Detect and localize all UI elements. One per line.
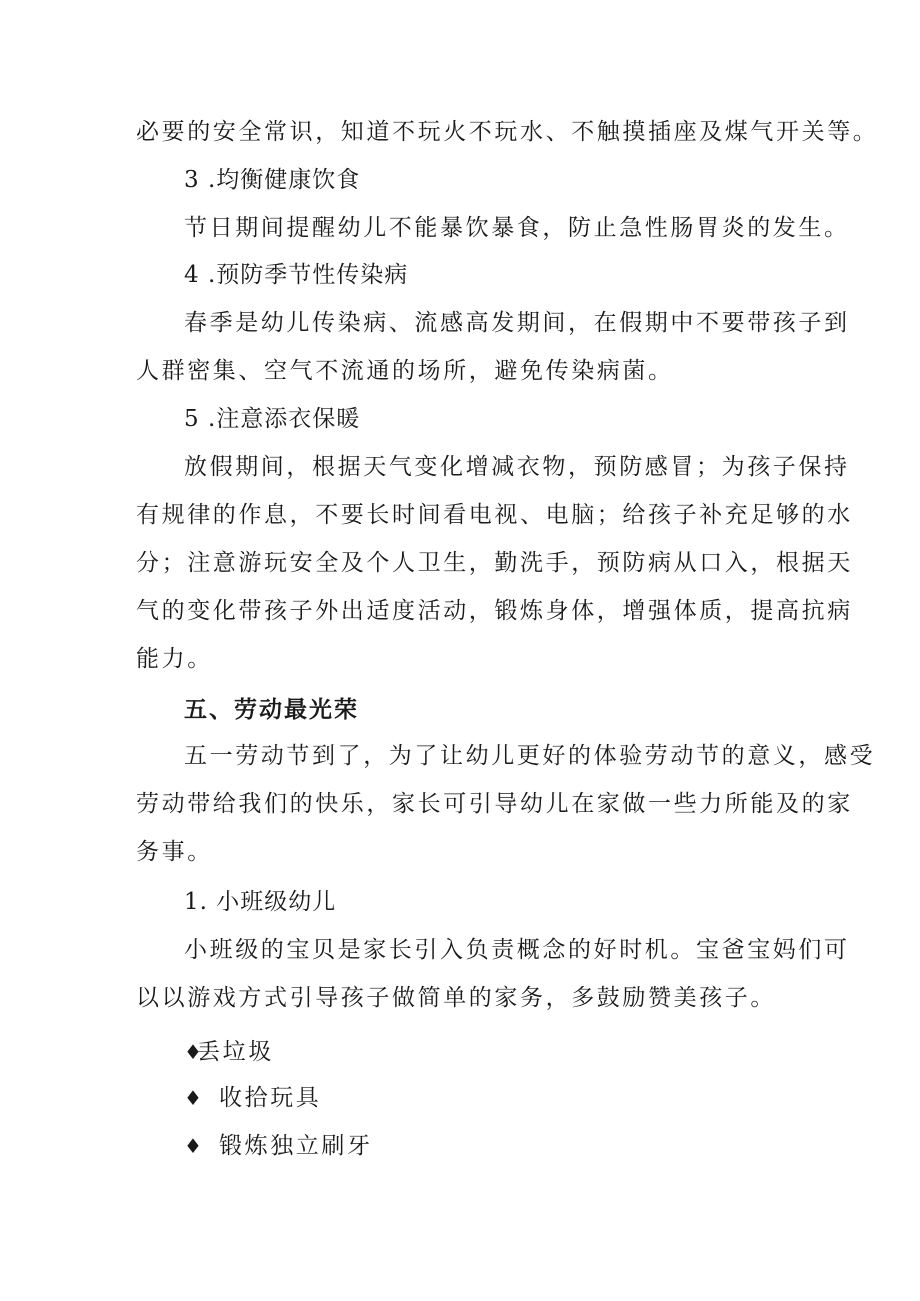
paragraph-line: 放假期间，根据天气变化增减衣物，预防感冒；为孩子保持 (184, 454, 850, 480)
paragraph-line: 节日期间提醒幼儿不能暴饮暴食，防止急性肠胃炎的发生。 (184, 215, 850, 241)
paragraph-line: 春季是幼儿传染病、流感高发期间，在假期中不要带孩子到 (184, 310, 850, 336)
paragraph-line: 务事。 (136, 839, 213, 865)
subheading-1: 1. 小班级幼儿 (184, 889, 337, 915)
subheading-4: 4 .预防季节性传染病 (184, 262, 409, 288)
paragraph-line: 以以游戏方式引导孩子做简单的家务，多鼓励赞美孩子。 (136, 985, 776, 1011)
paragraph-line: 能力。 (136, 646, 213, 672)
paragraph-line: 有规律的作息，不要长时间看电视、电脑；给孩子补充足够的水 (136, 502, 853, 528)
diamond-icon: ♦ (184, 1134, 202, 1158)
bullet-label: 收拾玩具 (219, 1085, 322, 1111)
bullet-label: 锻炼独立刷牙 (219, 1133, 373, 1159)
paragraph-line: 必要的安全常识，知道不玩火不玩水、不触摸插座及煤气开关等。 (136, 119, 879, 145)
subheading-5: 5 .注意添衣保暖 (184, 406, 361, 432)
paragraph-line: 气的变化带孩子外出适度活动，锻炼身体，增强体质，提高抗病 (136, 598, 853, 624)
paragraph-line: 分；注意游玩安全及个人卫生，勤洗手，预防病从口入，根据天 (136, 550, 853, 576)
subheading-3: 3 .均衡健康饮食 (184, 167, 361, 193)
bullet-label: 丢垃圾 (197, 1039, 274, 1065)
paragraph-line: 劳动带给我们的快乐，家长可引导幼儿在家做一些力所能及的家 (136, 791, 853, 817)
paragraph-line: 五一劳动节到了，为了让幼儿更好的体验劳动节的意义，感受 (184, 743, 876, 769)
paragraph-line: 小班级的宝贝是家长引入负责概念的好时机。宝爸宝妈们可 (184, 937, 850, 963)
diamond-icon: ♦ (184, 1086, 202, 1110)
diamond-icon: ♦ (184, 1040, 202, 1064)
paragraph-line: 人群密集、空气不流通的场所，避免传染病菌。 (136, 358, 674, 384)
section-heading: 五、劳动最光荣 (184, 697, 359, 723)
